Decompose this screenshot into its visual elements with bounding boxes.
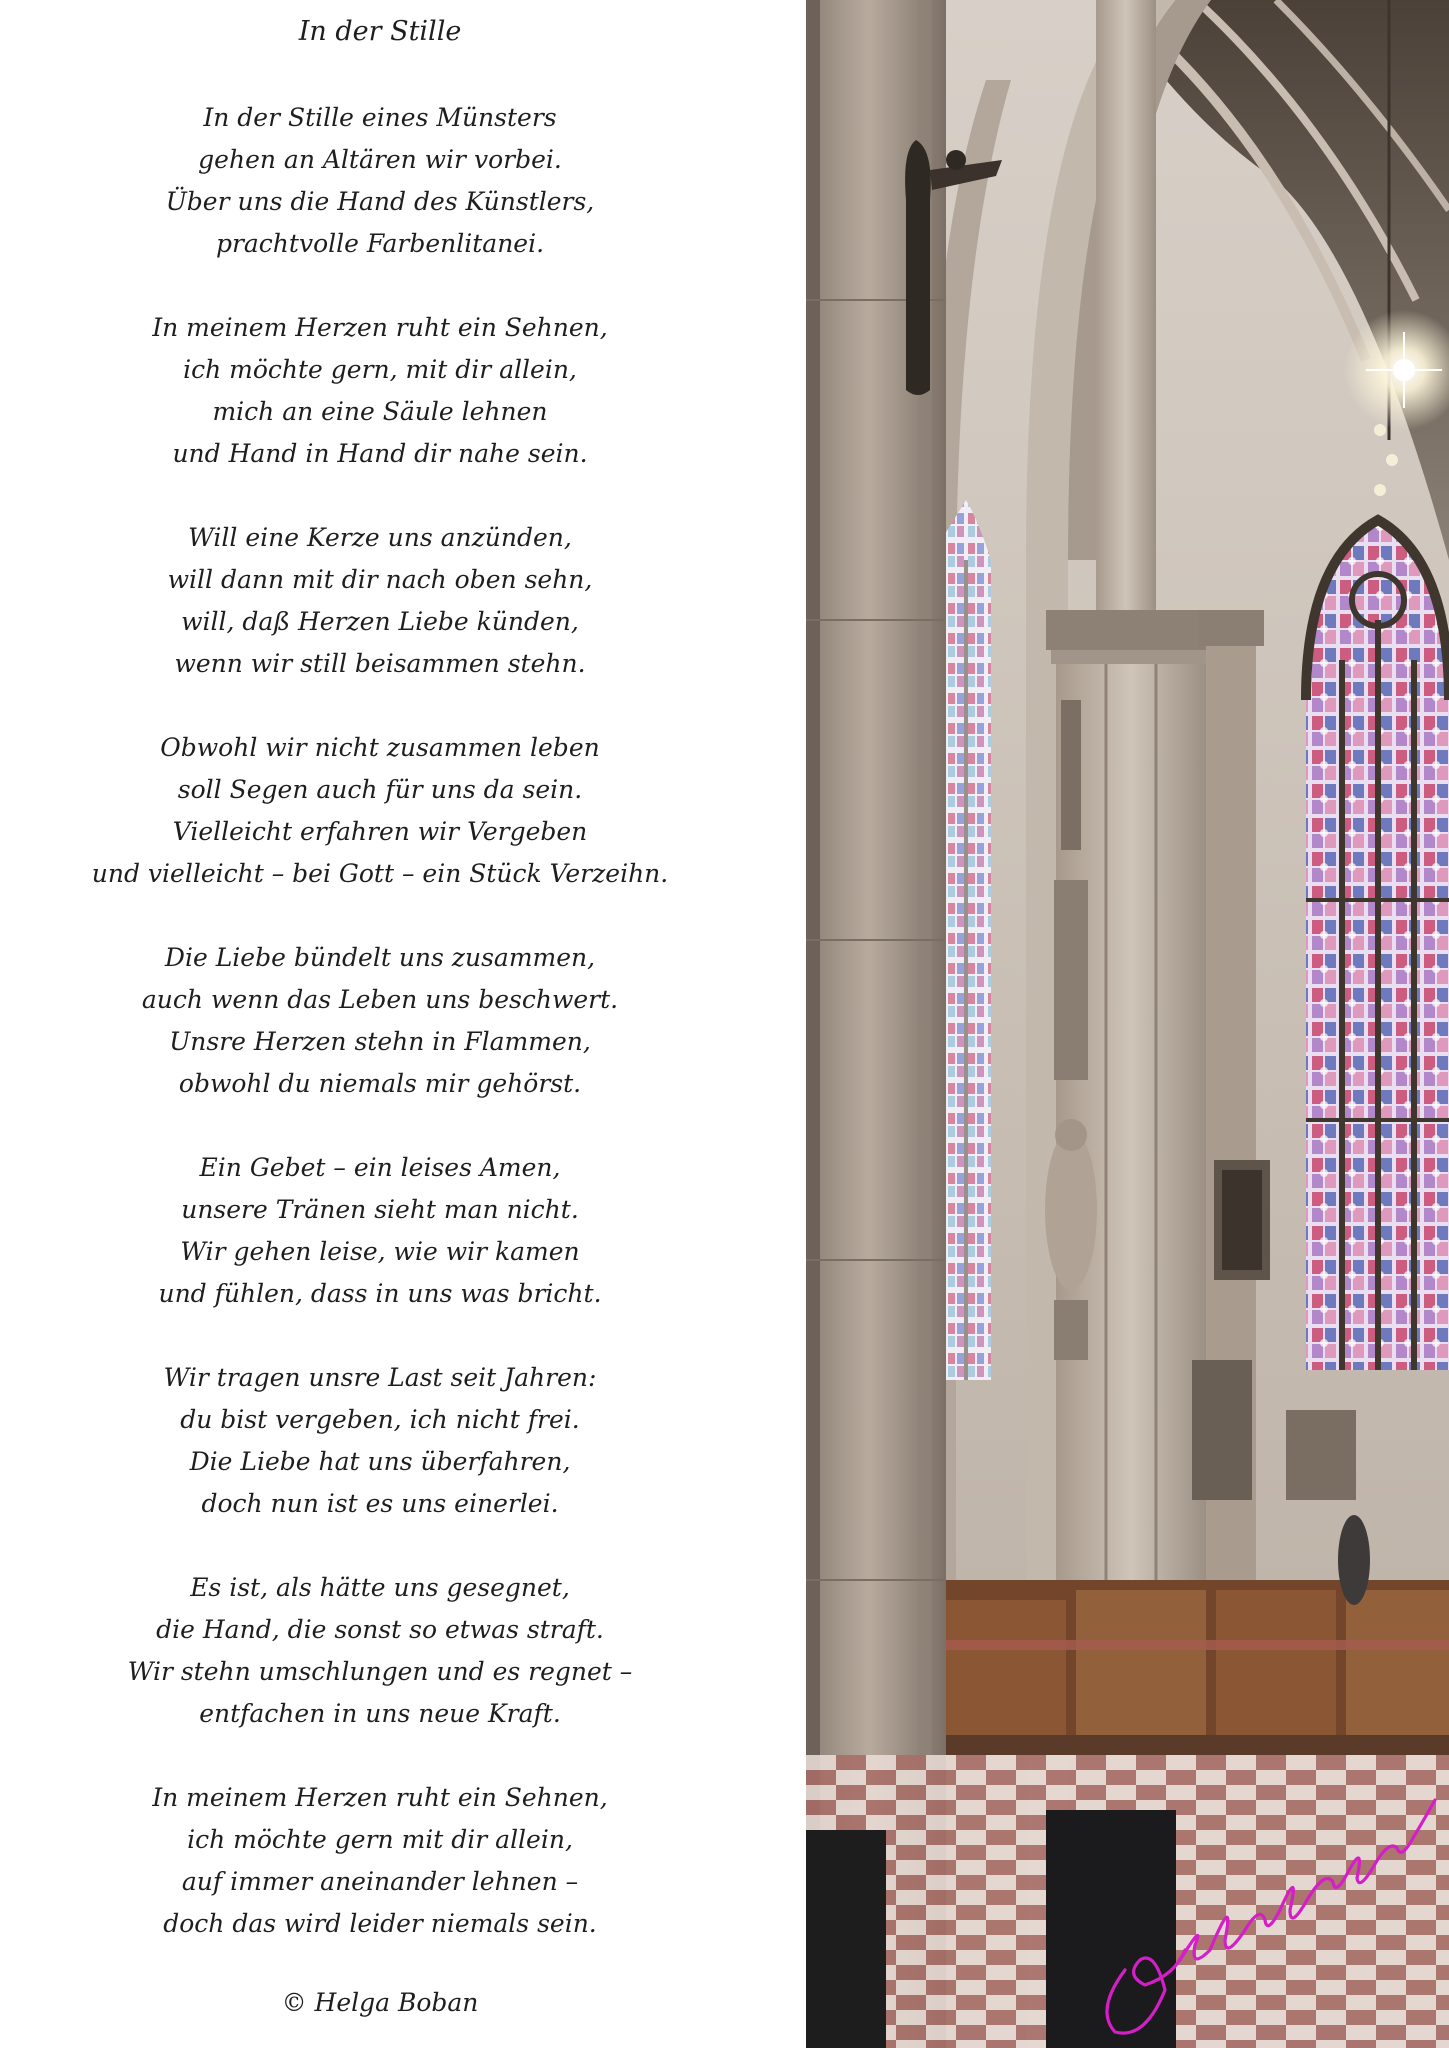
poem-line: will dann mit dir nach oben sehn, bbox=[167, 565, 593, 594]
poem-line: In meinem Herzen ruht ein Sehnen, bbox=[152, 1783, 608, 1812]
poem-line: Will eine Kerze uns anzünden, bbox=[188, 523, 572, 552]
stanza bbox=[0, 97, 760, 265]
stanza bbox=[0, 517, 760, 685]
stanza bbox=[0, 1777, 760, 1945]
poem-line: und Hand in Hand dir nahe sein. bbox=[172, 439, 588, 468]
poem-line: die Hand, die sonst so etwas straft. bbox=[156, 1615, 604, 1644]
poem-line: doch das wird leider niemals sein. bbox=[163, 1909, 597, 1938]
poem-body bbox=[0, 97, 760, 1987]
poem-line: auf immer aneinander lehnen – bbox=[181, 1867, 579, 1896]
stanza bbox=[0, 937, 760, 1105]
poem-line: unsere Tränen sieht man nicht. bbox=[181, 1195, 579, 1224]
poem-line: In meinem Herzen ruht ein Sehnen, bbox=[152, 313, 608, 342]
poem-line: prachtvolle Farbenlitanei. bbox=[215, 229, 545, 258]
poem-line: Es ist, als hätte uns gesegnet, bbox=[190, 1573, 570, 1602]
stanza bbox=[0, 1567, 760, 1735]
poem-line: doch nun ist es uns einerlei. bbox=[201, 1489, 559, 1518]
poem-line: Über uns die Hand des Künstlers, bbox=[165, 187, 595, 216]
stanza bbox=[0, 1147, 760, 1315]
copyright-notice: © Helga Boban bbox=[281, 1988, 479, 2017]
signature-watermark bbox=[1085, 1770, 1445, 2040]
poem-line: Die Liebe bündelt uns zusammen, bbox=[164, 943, 596, 972]
poem-line: Wir gehen leise, wie wir kamen bbox=[180, 1237, 580, 1266]
stanza bbox=[0, 727, 760, 895]
poem-line: Wir stehn umschlungen und es regnet – bbox=[127, 1657, 633, 1686]
poem-line: und fühlen, dass in uns was bricht. bbox=[158, 1279, 602, 1308]
poem-line: gehen an Altären wir vorbei. bbox=[198, 145, 562, 174]
poem-title: In der Stille bbox=[298, 16, 462, 47]
poem-line: obwohl du niemals mir gehörst. bbox=[178, 1069, 582, 1098]
poem-line: wenn wir still beisammen stehn. bbox=[174, 649, 586, 678]
poem-line: Wir tragen unsre Last seit Jahren: bbox=[163, 1363, 597, 1392]
poem-line: ich möchte gern mit dir allein, bbox=[187, 1825, 573, 1854]
poem-line: Obwohl wir nicht zusammen leben bbox=[160, 733, 600, 762]
poem-line: soll Segen auch für uns da sein. bbox=[177, 775, 583, 804]
poem-line: auch wenn das Leben uns beschwert. bbox=[141, 985, 619, 1014]
poem-line: und vielleicht – bei Gott – ein Stück Verzeihn. bbox=[91, 859, 669, 888]
stanza bbox=[0, 1357, 760, 1525]
poem-line: will, daß Herzen Liebe künden, bbox=[181, 607, 579, 636]
poem-line: ich möchte gern, mit dir allein, bbox=[183, 355, 577, 384]
poem-line: Die Liebe hat uns überfahren, bbox=[189, 1447, 571, 1476]
poem-line: mich an eine Säule lehnen bbox=[212, 397, 548, 426]
poem-line: Ein Gebet – ein leises Amen, bbox=[199, 1153, 561, 1182]
poem-line: entfachen in uns neue Kraft. bbox=[199, 1699, 561, 1728]
poem-line: du bist vergeben, ich nicht frei. bbox=[180, 1405, 580, 1434]
poem-line: Unsre Herzen stehn in Flammen, bbox=[169, 1027, 591, 1056]
poem-line: In der Stille eines Münsters bbox=[203, 103, 557, 132]
poem-line: Vielleicht erfahren wir Vergeben bbox=[172, 817, 588, 846]
stanza bbox=[0, 307, 760, 475]
cathedral-photo bbox=[806, 0, 1449, 2048]
